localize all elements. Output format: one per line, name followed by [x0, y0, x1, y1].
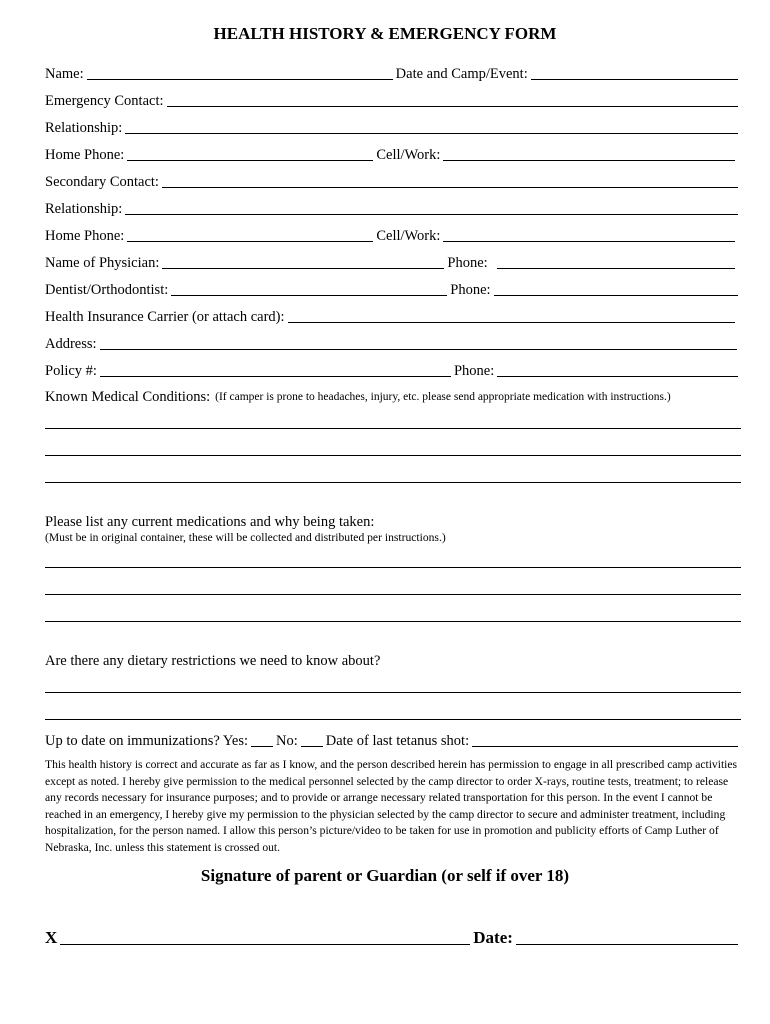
medications-line[interactable]	[45, 567, 741, 568]
immunizations-no-label: No:	[276, 733, 298, 749]
physician-label: Name of Physician:	[45, 255, 160, 271]
immunizations-label: Up to date on immunizations? Yes:	[45, 733, 248, 749]
secondary-contact-row	[45, 174, 741, 191]
relationship-field[interactable]	[125, 132, 738, 134]
immunizations-row	[45, 733, 741, 750]
emergency-contact-row	[45, 93, 741, 110]
cell-work-label: Cell/Work:	[376, 147, 441, 163]
dentist-field[interactable]	[171, 294, 447, 296]
consent-paragraph: This health history is correct and accurate as far as I know, and the person described herein has permission to engage in all prescribed camp activities except as noted. I hereby give permission to the medical personnel selected by the camp director to order X-rays, routine tests, treatment; to release any records necessary for insurance purposes; and to provide or arrange necessary related transportation for this person. In the event I cannot be reached in an emergency, I hereby give my permission to the physician selected by the camp director to secure and administer treatment, including hospitalization, for the person named. I allow this person’s picture/video to be taken for use in promotion and publicity efforts of Camp Luther of Nebraska, Inc. unless this statement is crossed out.	[45, 758, 738, 854]
medications-label: Please list any current medications and why being taken:	[45, 514, 375, 530]
cell-work-field[interactable]	[443, 240, 735, 242]
home-phone-field[interactable]	[127, 159, 373, 161]
home-phone-row-2	[45, 228, 741, 245]
physician-phone-field[interactable]	[497, 267, 735, 269]
immunizations-no-field[interactable]	[301, 745, 323, 747]
signature-field[interactable]	[60, 943, 470, 945]
signature-heading: Signature of parent or Guardian (or self if over 18)	[200, 866, 570, 885]
policy-label: Policy #:	[45, 363, 97, 379]
tetanus-label: Date of last tetanus shot:	[325, 733, 470, 749]
name-field[interactable]	[87, 78, 393, 80]
dentist-phone-field[interactable]	[494, 294, 738, 296]
dietary-line[interactable]	[45, 719, 741, 720]
name-label: Name:	[45, 66, 84, 82]
insurance-row	[45, 309, 741, 326]
form-title: HEALTH HISTORY & EMERGENCY FORM	[213, 24, 557, 43]
medical-conditions-label: Known Medical Conditions:	[45, 389, 211, 405]
emergency-contact-label: Emergency Contact:	[45, 93, 164, 109]
insurance-field[interactable]	[288, 321, 735, 323]
secondary-contact-label: Secondary Contact:	[45, 174, 159, 190]
medical-conditions-note: (If camper is prone to headaches, injury, etc. please send appropriate medication with instructions.)	[215, 391, 671, 403]
medications-line[interactable]	[45, 621, 741, 622]
home-phone-field[interactable]	[127, 240, 373, 242]
cell-work-label: Cell/Work:	[376, 228, 441, 244]
policy-phone-field[interactable]	[497, 375, 738, 377]
dentist-row	[45, 282, 741, 299]
home-phone-row-1	[45, 147, 741, 164]
dietary-line[interactable]	[45, 692, 741, 693]
medical-conditions-line[interactable]	[45, 455, 741, 456]
address-field[interactable]	[100, 348, 737, 350]
name-row	[45, 66, 741, 83]
signature-date-label: Date:	[473, 928, 513, 947]
cell-work-field[interactable]	[443, 159, 735, 161]
medical-conditions-line[interactable]	[45, 482, 741, 483]
physician-row	[45, 255, 741, 272]
insurance-label: Health Insurance Carrier (or attach card):	[45, 309, 285, 325]
policy-row	[45, 363, 741, 380]
date-camp-field[interactable]	[531, 78, 738, 80]
signature-x-label: X	[45, 928, 58, 947]
tetanus-field[interactable]	[472, 745, 738, 747]
dietary-label: Are there any dietary restrictions we need to know about?	[45, 653, 381, 669]
date-camp-label: Date and Camp/Event:	[395, 66, 528, 82]
emergency-contact-field[interactable]	[167, 105, 738, 107]
dentist-phone-label: Phone:	[450, 282, 491, 298]
dietary-row	[45, 653, 741, 670]
medical-conditions-line[interactable]	[45, 428, 741, 429]
relationship-label: Relationship:	[45, 201, 123, 217]
policy-phone-label: Phone:	[453, 363, 495, 379]
relationship-row-2	[45, 201, 741, 218]
medications-row	[45, 514, 741, 531]
relationship-row-1	[45, 120, 741, 137]
dentist-label: Dentist/Orthodontist:	[45, 282, 169, 298]
home-phone-label: Home Phone:	[45, 147, 125, 163]
physician-phone-label: Phone:	[447, 255, 488, 271]
medications-note: (Must be in original container, these will be collected and distributed per instructions.)	[45, 531, 446, 544]
home-phone-label: Home Phone:	[45, 228, 125, 244]
physician-field[interactable]	[162, 267, 444, 269]
secondary-contact-field[interactable]	[162, 186, 738, 188]
medications-line[interactable]	[45, 594, 741, 595]
relationship-field[interactable]	[125, 213, 738, 215]
address-row	[45, 336, 741, 353]
immunizations-yes-field[interactable]	[251, 745, 273, 747]
address-label: Address:	[45, 336, 97, 352]
signature-date-field[interactable]	[516, 943, 738, 945]
medical-conditions-row	[45, 389, 741, 406]
policy-field[interactable]	[100, 375, 451, 377]
relationship-label: Relationship:	[45, 120, 123, 136]
signature-row	[45, 928, 741, 948]
